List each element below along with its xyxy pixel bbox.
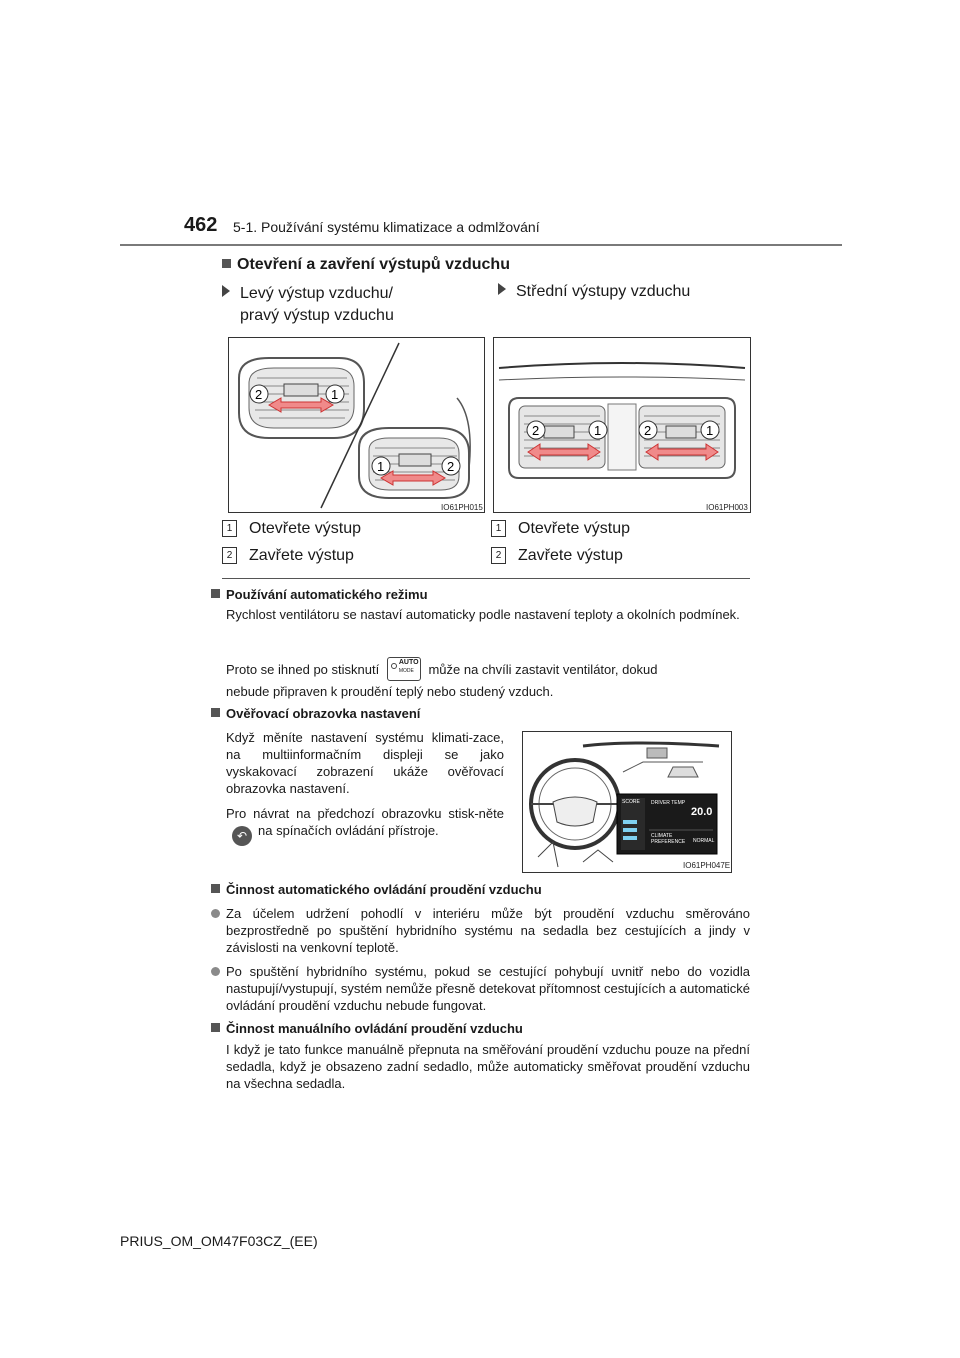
side-vents-illustration xyxy=(229,338,484,512)
svg-text:2: 2 xyxy=(255,387,263,402)
svg-text:2: 2 xyxy=(532,423,540,438)
chapter-title: 5-1. Používání systému klimatizace a odmlžování xyxy=(233,219,540,235)
figure-code: IO61PH015 xyxy=(441,503,483,512)
svg-text:1: 1 xyxy=(331,387,339,402)
auto-mode-paragraph-2: Proto se ihned po stisknutí AUTO MODE může na chvíli zastavit ventilátor, dokud xyxy=(226,657,750,681)
caption-left-2: 2 Zavřete výstup xyxy=(222,547,354,565)
circle-bullet-icon xyxy=(211,967,220,976)
svg-text:1: 1 xyxy=(377,459,385,474)
left-vent-subtitle: Levý výstup vzduchu/ pravý výstup vzduchu xyxy=(222,283,472,327)
svg-text:2: 2 xyxy=(644,423,652,438)
confirm-paragraph-1: Když měníte nastavení systému klimati-zace, na multiinformačním displeji se jako vyskakovací zobrazení ukáže ověřovací obrazovka nastavení. xyxy=(226,730,504,796)
auto-mode-button-icon: AUTO MODE xyxy=(387,657,421,681)
section-vents-title: Otevření a zavření výstupů vzduchu xyxy=(222,256,510,274)
caption-right-2: 2 Zavřete výstup xyxy=(491,547,623,565)
page-number: 462 xyxy=(184,214,218,236)
screen-score-label: SCORE xyxy=(622,799,640,805)
confirm-paragraph-2: Pro návrat na předchozí obrazovku stisk-něte↶ na spínačích ovládání přístroje. xyxy=(226,805,504,846)
auto-mode-paragraph-1: Rychlost ventilátoru se nastaví automaticky podle nastavení teploty a okolních podmínek. xyxy=(226,607,740,622)
svg-text:1: 1 xyxy=(594,423,602,438)
caption-left-1: 1 Otevřete výstup xyxy=(222,520,361,538)
document-code: PRIUS_OM_OM47F03CZ_(EE) xyxy=(120,1233,318,1249)
auto-airflow-title: Činnost automatického ovládání proudění vzduchu xyxy=(211,882,542,897)
auto-mode-title: Používání automatického režimu xyxy=(211,587,428,602)
square-bullet-icon xyxy=(211,884,220,893)
svg-text:2: 2 xyxy=(447,459,455,474)
svg-text:1: 1 xyxy=(706,423,714,438)
auto-airflow-bullet-1: Za účelem udržení pohodlí v interiéru může být proudění vzduchu směrováno bezprostředně po spuštění hybridního systému na sedadla bez cestujících a jindy v závislosti na venkovní teplotě. xyxy=(211,905,750,956)
center-vents-illustration xyxy=(494,338,750,512)
confirm-screen-title: Ověřovací obrazovka nastavení xyxy=(211,706,420,721)
manual-airflow-title: Činnost manuálního ovládání proudění vzduchu xyxy=(211,1021,523,1036)
square-bullet-icon xyxy=(211,589,220,598)
figure-code: IO61PH047E xyxy=(683,861,731,870)
screen-temp-value: 20.0 xyxy=(691,806,713,818)
figure-center-vents xyxy=(493,337,751,513)
back-button-icon: ↶ xyxy=(232,826,252,846)
triangle-bullet-icon xyxy=(222,285,230,297)
manual-airflow-paragraph: I když je tato funkce manuálně přepnuta na směřování proudění vzduchu pouze na přední sedadla, když je obsazeno zadní sedadlo, může automaticky směřovat proudění vzduchu na všechna sedadla. xyxy=(226,1042,750,1091)
figure-dashboard-display xyxy=(522,731,732,873)
auto-airflow-bullet-2: Po spuštění hybridního systému, pokud se cestující pohybují uvnitř nebo do vozidla nastupují/vystupují, systém nemůže přesně detekovat přítomnost cestujících a automatické ovládání proudění vzduchu nebude fungovat. xyxy=(211,963,750,1014)
square-bullet-icon xyxy=(211,708,220,717)
screen-climate-label: CLIMATE PREFERENCE xyxy=(651,833,686,845)
section-divider xyxy=(222,578,750,579)
auto-mode-paragraph-3: nebude připraven k proudění teplý nebo studený vzduch. xyxy=(226,684,554,699)
screen-normal-label: NORMAL xyxy=(693,838,715,844)
square-bullet-icon xyxy=(222,259,231,268)
figure-code: IO61PH003 xyxy=(706,503,748,512)
triangle-bullet-icon xyxy=(498,283,506,295)
figure-side-vents xyxy=(228,337,485,513)
square-bullet-icon xyxy=(211,1023,220,1032)
caption-right-1: 1 Otevřete výstup xyxy=(491,520,630,538)
screen-driver-temp-label: DRIVER TEMP xyxy=(651,800,686,806)
circle-bullet-icon xyxy=(211,909,220,918)
center-vent-subtitle: Střední výstupy vzduchu xyxy=(498,283,690,301)
header-rule xyxy=(120,244,842,246)
